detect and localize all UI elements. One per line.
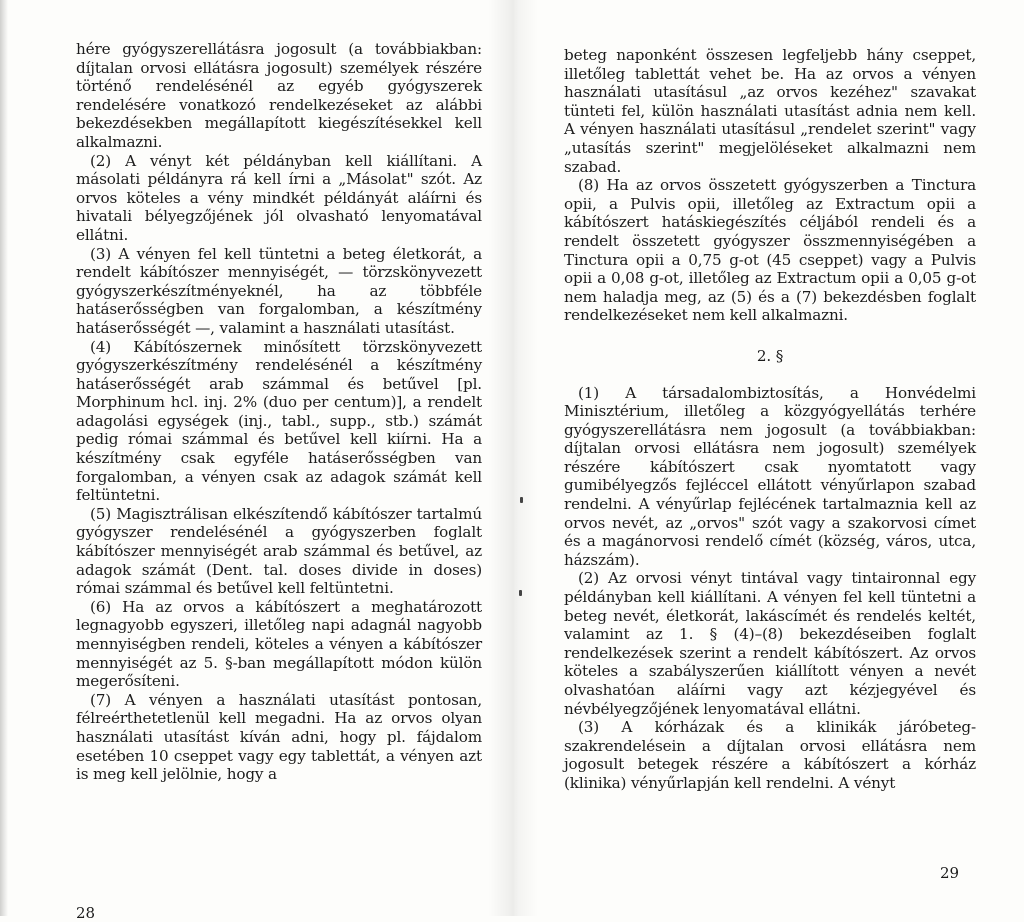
right-text-column bbox=[564, 46, 976, 793]
paragraph: (6) Ha az orvos a kábítószert a meghatározott legnagyobb egyszeri, illetőleg napi adagnál nagyobb mennyiségben rendeli, köteles a vényen a kábítószer mennyiségét az 5. §-ban megállapított módon külön megerősíteni. bbox=[76, 597, 482, 691]
paragraph: (4) Kábítószernek minősített törzskönyvezett gyógyszerkészítmény rendelésénél a készítmény hatáserősségét arab számmal és betűvel [pl. Morphinum hcl. inj. 2% (duo per centum)], a rendelt adagolási egységek (inj., tabl., supp., stb.) számát pedig római számmal és betűvel kell kiírni. Ha a készítmény csak egyféle hatáserősségben van forgalomban, a vényen csak az adagok számát kell feltüntetni. bbox=[76, 337, 482, 505]
paragraph: (2) Az orvosi vényt tintával vagy tintaironnal egy példányban kell kiállítani. A vényen fel kell tüntetni a beteg nevét, életkorát, lakáscímét és rendelés keltét, valamint az 1. § (4)–(8) bekezdéseiben foglalt rendelkezések szerint a rendelt kábítószert. Az orvos köteles a szabályszerűen kiállított vényen a nevét olvashatóan aláírni vagy azt kézjegyével és névbélyegzőjének lenyomatával ellátni. bbox=[564, 569, 976, 718]
page-number: 29 bbox=[940, 864, 960, 882]
paragraph: (5) Magisztrálisan elkészítendő kábítószer tartalmú gyógyszer rendelésénél a gyógyszerben foglalt kábítószer mennyiségét arab számmal és betűvel, az adagok számát (Dent. tal. doses divide in doses) római számmal és betűvel kell feltüntetni. bbox=[76, 504, 482, 598]
right-page bbox=[512, 14, 1024, 916]
paragraph: (8) Ha az orvos összetett gyógyszerben a Tinctura opii, a Pulvis opii, illetőleg az Extractum opii a kábítószert hatáskiegészítés céljából rendeli és a rendelt összetett gyógyszer összmennyiségében a Tinctura opii a 0,75 g-ot (45 cseppet) vagy a Pulvis opii a 0,08 g-ot, illetőleg az Extractum opii a 0,05 g-ot nem haladja meg, az (5) és a (7) bekezdésben foglalt rendelkezéseket nem kell alkalmazni. bbox=[564, 176, 976, 325]
paragraph: (3) A vényen fel kell tüntetni a beteg életkorát, a rendelt kábítószer mennyiségét, — törzskönyvezett gyógyszerkészítményeknél, ha az többféle hatáserősségben van forgalomban, a készítmény hatáserősségét —, valamint a használati utasítást. bbox=[76, 244, 482, 337]
paragraph: (3) A kórházak és a klinikák járóbeteg-szakrendelésein a díjtalan orvosi ellátásra nem jogosult betegek részére a kábítószert a kórház (klinika) vényűrlapján kell rendelni. A vényt bbox=[564, 718, 976, 792]
page-number: 28 bbox=[76, 904, 96, 922]
paragraph: beteg naponként összesen legfeljebb hány cseppet, illetőleg tablettát vehet be. Ha az orvos a vényen használati utasításul „az orvos kezéhez" szavakat tünteti fel, külön használati utasítást adnia nem kell. A vényen használati utasításul „rendelet szerint" vagy „utasítás szerint" megjelöléseket alkalmazni nem szabad. bbox=[564, 46, 976, 176]
left-text-column bbox=[76, 40, 482, 784]
paragraph: (2) A vényt két példányban kell kiállítani. A másolati példányra rá kell írni a „Másolat" szót. Az orvos köteles a vény mindkét példányát aláírni és hivatali bélyegzőjének jól olvasható lenyomatával ellátni. bbox=[76, 151, 482, 244]
paragraph: (1) A társadalombiztosítás, a Honvédelmi Minisztérium, illetőleg a közgyógyellátás terhére gyógyszerellátásra nem jogosult (a továbbiakban: díjtalan orvosi ellátásra nem jogosult) személyek részére kábítószert csak nyomtatott vagy gumibélyegzős fejléccel ellátott vényűrlapon szabad rendelni. A vényűrlap fejlécének tartalmaznia kell az orvos nevét, az „orvos" szót vagy a szakorvosi címet és a magánorvosi rendelő címét (község, város, utca, házszám). bbox=[564, 383, 976, 569]
paragraph: hére gyógyszerellátásra jogosult (a továbbiakban: díjtalan orvosi ellátásra jogosult) személyek részére történő rendelésénél az egyéb gyógyszerek rendelésére vonatkozó rendelkezéseket az alábbi bekezdésekben megállapított kiegészítésekkel kell alkalmazni. bbox=[76, 40, 482, 151]
left-page bbox=[0, 14, 512, 922]
section-heading: 2. § bbox=[756, 346, 784, 365]
paragraph: (7) A vényen a használati utasítást pontosan, félreérthetetlenül kell megadni. Ha az orvos olyan használati utasítást kíván adni, hogy pl. fájdalom esetében 10 cseppet vagy egy tablettát, a vényen azt is meg kell jelölnie, hogy a bbox=[76, 690, 482, 784]
